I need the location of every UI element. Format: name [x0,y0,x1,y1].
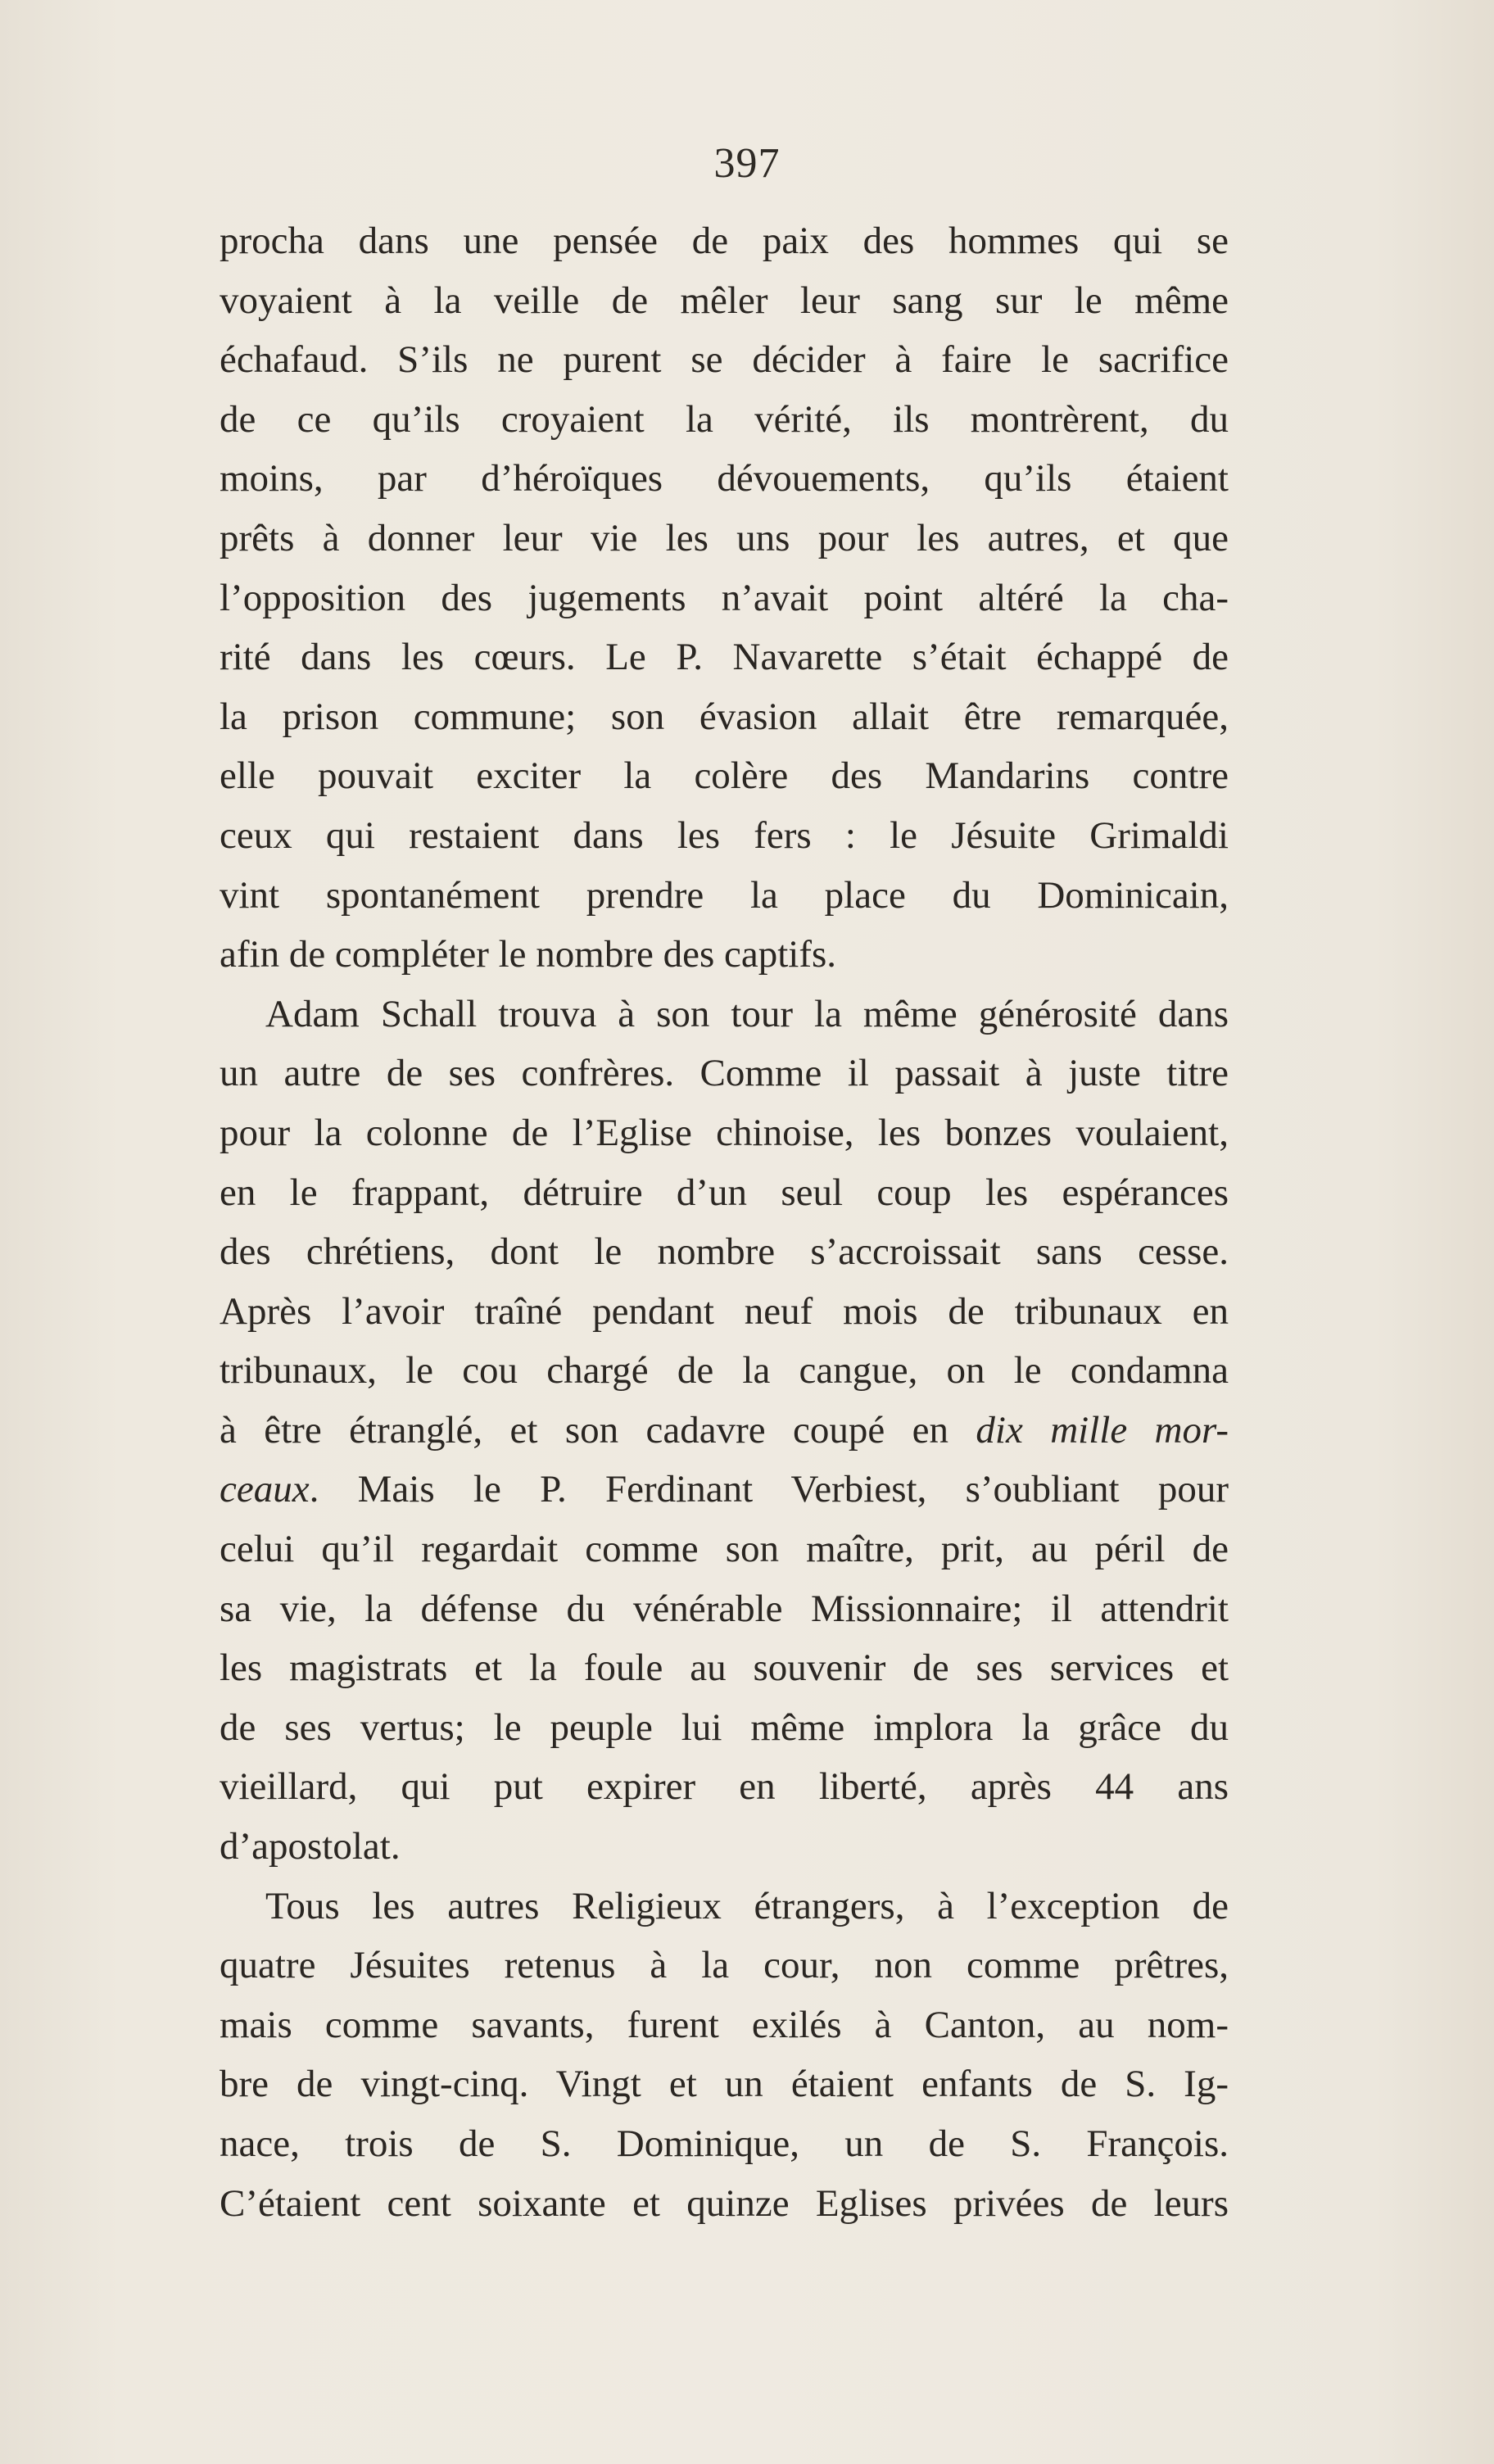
italic-text: ceaux [220,1468,310,1511]
text-line: celui qu’il regardait comme son maître, prit, au péril de [220,1528,1229,1571]
text-line: mais comme savants, furent exilés à Canton, au nom- [220,2003,1229,2046]
text-line: échafaud. S’ils ne purent se décider à faire le sacrifice [220,338,1229,382]
text-line: Après l’avoir traîné pendant neuf mois de tribunaux en [220,1289,1229,1333]
text-line: rité dans les cœurs. Le P. Navarette s’était échappé de [220,636,1229,679]
text-line: d’apostolat. [220,1825,401,1868]
text-line: procha dans une pensée de paix des hommes qui se [220,220,1229,262]
text-run: . Mais le P. Ferdinant Verbiest, s’oubliant pour [309,1468,1229,1511]
text-line: quatre Jésuites retenus à la cour, non comme prêtres, [220,1944,1229,1987]
paragraph-1 [220,211,1229,985]
text-line: un autre de ses confrères. Comme il passait à juste titre [220,1052,1229,1095]
italic-text: dix mille mor- [976,1408,1229,1452]
text-line: bre de vingt-cinq. Vingt et un étaient enfants de S. Ig- [220,2063,1229,2106]
text-line: les magistrats et la foule au souvenir de ses services et [220,1646,1229,1690]
text-line [220,1460,1229,1520]
text-line: elle pouvait exciter la colère des Mandarins contre [220,754,1229,798]
body-text [220,211,1229,2233]
page-number: 397 [713,140,781,187]
text-line: de ses vertus; le peuple lui même implora la grâce du [220,1705,1229,1749]
text-line: des chrétiens, dont le nombre s’accroissait sans cesse. [220,1230,1229,1274]
text-line: l’opposition des jugements n’avait point altéré la cha- [220,576,1229,619]
text-line: ceux qui restaient dans les fers : le Jésuite Grimaldi [220,813,1229,857]
text-line: prêts à donner leur vie les uns pour les autres, et que [220,516,1229,559]
text-run: à être étranglé, et son cadavre coupé en [220,1408,976,1452]
text-line: moins, par d’héroïques dévouements, qu’ils étaient [220,457,1229,500]
paragraph-3 [220,1877,1229,2234]
text-line: sa vie, la défense du vénérable Missionnaire; il attendrit [220,1587,1229,1630]
text-line [220,1401,1229,1461]
text-line: de ce qu’ils croyaient la vérité, ils montrèrent, du [220,397,1229,441]
text-line: Tous les autres Religieux étrangers, à l’exception de [265,1884,1229,1927]
text-line: C’étaient cent soixante et quinze Eglises privées de leurs [220,2181,1229,2225]
text-line: tribunaux, le cou chargé de la cangue, on le condamna [220,1349,1229,1393]
text-line: Adam Schall trouva à son tour la même générosité dans [265,992,1229,1035]
text-line: en le frappant, détruire d’un seul coup les espérances [220,1171,1229,1214]
text-line: vieillard, qui put expirer en liberté, après 44 ans [220,1765,1229,1809]
text-line: pour la colonne de l’Eglise chinoise, les bonzes voulaient, [220,1111,1229,1154]
text-line: afin de compléter le nombre des captifs. [220,933,837,976]
text-line: la prison commune; son évasion allait être remarquée, [220,695,1229,738]
paragraph-2 [220,985,1229,1877]
text-line: nace, trois de S. Dominique, un de S. François. [220,2122,1229,2165]
text-line: vint spontanément prendre la place du Dominicain, [220,873,1229,917]
text-line: voyaient à la veille de mêler leur sang sur le même [220,279,1229,322]
